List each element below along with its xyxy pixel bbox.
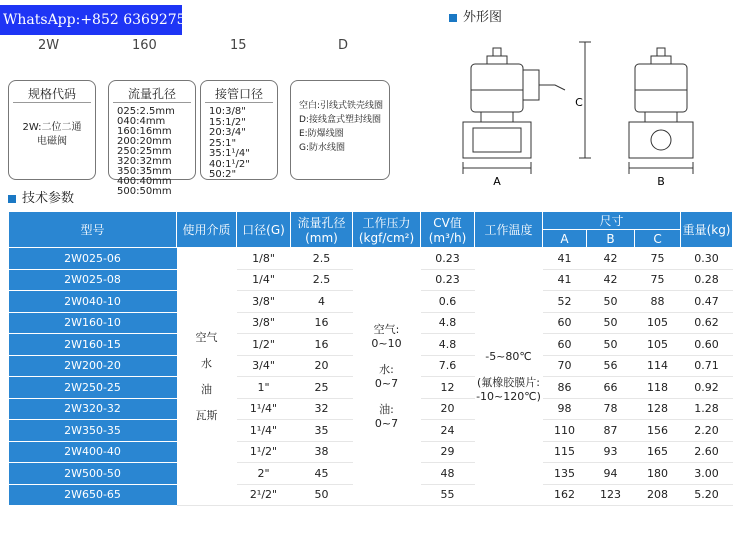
cell-port: 3/8" — [237, 291, 291, 313]
cell-c: 105 — [635, 334, 681, 356]
cell-weight: 0.60 — [681, 334, 733, 356]
cell-weight: 0.47 — [681, 291, 733, 313]
card-line: 200:20mm — [117, 136, 172, 147]
cell-weight: 0.71 — [681, 355, 733, 377]
cell-a: 60 — [543, 312, 587, 334]
card-line: 250:25mm — [117, 146, 172, 157]
dim-label-c: C — [575, 96, 583, 109]
card-line: 040:4mm — [117, 116, 166, 127]
cell-cv: 48 — [421, 463, 475, 485]
card-line: 50:2" — [209, 169, 237, 180]
code-series: 2W — [38, 38, 60, 53]
cell-weight: 5.20 — [681, 484, 733, 506]
cell-c: 180 — [635, 463, 681, 485]
cell-orifice: 20 — [291, 355, 353, 377]
cell-model: 2W025-08 — [9, 269, 177, 291]
cell-c: 165 — [635, 441, 681, 463]
cell-port: 1" — [237, 377, 291, 399]
cell-a: 115 — [543, 441, 587, 463]
th-medium: 使用介质 — [177, 212, 237, 248]
cell-model: 2W320-32 — [9, 398, 177, 420]
drawing-title: 外形图 — [463, 10, 503, 25]
cell-port: 1¹/4" — [237, 398, 291, 420]
cell-cv: 0.23 — [421, 269, 475, 291]
th-model: 型号 — [9, 212, 177, 248]
cell-medium-line: 空气 — [195, 330, 218, 344]
card-line: 2W:二位二通 — [22, 122, 82, 133]
cell-medium-line: 水 — [201, 356, 212, 370]
cell-b: 93 — [587, 441, 635, 463]
cell-orifice: 4 — [291, 291, 353, 313]
cell-port: 2" — [237, 463, 291, 485]
cell-temp-line: (氟橡胶膜片: — [477, 375, 540, 389]
cell-model: 2W025-06 — [9, 248, 177, 270]
cell-model: 2W350-35 — [9, 420, 177, 442]
cell-b: 50 — [587, 312, 635, 334]
cell-model: 2W400-40 — [9, 441, 177, 463]
th-b: B — [587, 230, 635, 248]
cell-port: 1/8" — [237, 248, 291, 270]
card-series — [8, 80, 96, 180]
cell-pressure-line: 空气: — [373, 322, 400, 336]
card-line: 500:50mm — [117, 186, 172, 197]
cell-model: 2W160-15 — [9, 334, 177, 356]
cell-weight: 3.00 — [681, 463, 733, 485]
cell-orifice: 35 — [291, 420, 353, 442]
cell-cv: 29 — [421, 441, 475, 463]
card-line: 40:1¹/2" — [209, 158, 250, 170]
cell-weight: 0.30 — [681, 248, 733, 270]
card-line: G:防水线圈 — [299, 143, 346, 153]
th-weight: 重量(kg) — [681, 212, 733, 248]
table-row — [9, 248, 733, 270]
cell-model: 2W650-65 — [9, 484, 177, 506]
cell-cv: 4.8 — [421, 312, 475, 334]
cell-c: 88 — [635, 291, 681, 313]
cell-a: 86 — [543, 377, 587, 399]
card-line: 电磁阀 — [37, 136, 67, 147]
cell-weight: 0.28 — [681, 269, 733, 291]
cell-c: 156 — [635, 420, 681, 442]
th-pressure: 工作压力(kgf/cm²) — [353, 212, 421, 248]
card-line: 160:16mm — [117, 126, 172, 137]
cell-cv: 4.8 — [421, 334, 475, 356]
th-temp: 工作温度 — [475, 212, 543, 248]
cell-orifice: 16 — [291, 334, 353, 356]
card-line: 025:2.5mm — [117, 106, 175, 117]
code-port: 15 — [230, 38, 247, 53]
card-title: 接管口径 — [205, 81, 273, 103]
cell-orifice: 2.5 — [291, 269, 353, 291]
cell-b: 56 — [587, 355, 635, 377]
dim-label-b: B — [657, 175, 665, 188]
cell-port: 1¹/2" — [237, 441, 291, 463]
cell-c: 75 — [635, 248, 681, 270]
cell-b: 66 — [587, 377, 635, 399]
card-coil — [290, 80, 390, 180]
cell-b: 87 — [587, 420, 635, 442]
cell-pressure-line: 0~7 — [374, 376, 399, 390]
cell-orifice: 2.5 — [291, 248, 353, 270]
cell-cv: 7.6 — [421, 355, 475, 377]
th-cv: CV值(m³/h) — [421, 212, 475, 248]
card-line: 15:1/2" — [209, 116, 246, 128]
cell-orifice: 38 — [291, 441, 353, 463]
cell-weight: 1.28 — [681, 398, 733, 420]
spec-title: 技术参数 — [22, 191, 75, 206]
cell-cv: 12 — [421, 377, 475, 399]
cell-c: 105 — [635, 312, 681, 334]
cell-pressure — [353, 248, 421, 506]
cell-a: 60 — [543, 334, 587, 356]
cell-weight: 0.62 — [681, 312, 733, 334]
cell-port: 3/8" — [237, 312, 291, 334]
outline-drawing — [455, 30, 715, 190]
th-port: 口径(G) — [237, 212, 291, 248]
card-port — [200, 80, 278, 180]
dim-label-a: A — [493, 175, 501, 188]
cell-orifice: 32 — [291, 398, 353, 420]
card-line: 10:3/8" — [209, 106, 246, 117]
card-line: 20:3/4" — [209, 127, 246, 138]
cell-b: 50 — [587, 291, 635, 313]
cell-pressure-line: 水: — [379, 362, 394, 376]
cell-a: 52 — [543, 291, 587, 313]
th-a: A — [543, 230, 587, 248]
card-line: 25:1" — [209, 137, 237, 149]
th-orifice: 流量孔径(mm) — [291, 212, 353, 248]
cell-weight: 2.20 — [681, 420, 733, 442]
card-orifice — [108, 80, 196, 197]
cell-model: 2W200-20 — [9, 355, 177, 377]
cell-cv: 0.6 — [421, 291, 475, 313]
cell-pressure-line: 0~7 — [374, 416, 399, 430]
cell-port: 1/2" — [237, 334, 291, 356]
code-orifice: 160 — [132, 38, 157, 53]
cell-b: 123 — [587, 484, 635, 506]
th-c: C — [635, 230, 681, 248]
cell-port: 2¹/2" — [237, 484, 291, 506]
card-line: 320:32mm — [117, 156, 172, 167]
card-line: 空白:引线式铁壳线圈 — [299, 101, 384, 111]
cell-model: 2W040-10 — [9, 291, 177, 313]
bullet-square-icon — [8, 195, 16, 203]
cell-port: 1¹/4" — [237, 420, 291, 442]
cell-b: 94 — [587, 463, 635, 485]
th-size: 尺寸 — [543, 212, 681, 230]
cell-b: 42 — [587, 269, 635, 291]
cell-a: 110 — [543, 420, 587, 442]
cell-pressure-line: 油: — [379, 402, 394, 416]
cell-c: 208 — [635, 484, 681, 506]
cell-a: 41 — [543, 269, 587, 291]
cell-cv: 24 — [421, 420, 475, 442]
cell-b: 42 — [587, 248, 635, 270]
cell-model: 2W160-10 — [9, 312, 177, 334]
cell-pressure-line: 0~10 — [371, 336, 402, 350]
spec-table — [8, 211, 733, 506]
cell-weight: 0.92 — [681, 377, 733, 399]
drawing-heading — [449, 6, 502, 25]
card-line: 350:35mm — [117, 166, 172, 177]
cell-orifice: 50 — [291, 484, 353, 506]
cell-port: 1/4" — [237, 269, 291, 291]
cell-medium-line: 油 — [201, 382, 212, 396]
card-title: 规格代码 — [13, 81, 91, 103]
card-line: 400:40mm — [117, 176, 172, 187]
cell-orifice: 16 — [291, 312, 353, 334]
cell-c: 75 — [635, 269, 681, 291]
cell-b: 78 — [587, 398, 635, 420]
cell-medium-line: 瓦斯 — [195, 408, 218, 422]
cell-temp-line: -5~80℃ — [485, 349, 532, 363]
cell-temp-line: -10~120℃) — [476, 389, 541, 403]
cell-port: 3/4" — [237, 355, 291, 377]
cell-orifice: 25 — [291, 377, 353, 399]
cell-a: 70 — [543, 355, 587, 377]
cell-c: 128 — [635, 398, 681, 420]
cell-weight: 2.60 — [681, 441, 733, 463]
spec-heading — [8, 187, 74, 206]
cell-model: 2W250-25 — [9, 377, 177, 399]
code-coil: D — [338, 38, 349, 53]
cell-medium — [177, 248, 237, 506]
cell-model: 2W500-50 — [9, 463, 177, 485]
cell-orifice: 45 — [291, 463, 353, 485]
cell-cv: 55 — [421, 484, 475, 506]
cell-c: 114 — [635, 355, 681, 377]
card-title: 流量孔径 — [113, 81, 191, 103]
card-line: E:防爆线圈 — [299, 129, 344, 139]
bullet-square-icon — [449, 14, 457, 22]
cell-c: 118 — [635, 377, 681, 399]
watermark: WhatsApp:+852 63692756 — [0, 5, 182, 35]
cell-temp — [475, 248, 543, 506]
cell-cv: 0.23 — [421, 248, 475, 270]
cell-b: 50 — [587, 334, 635, 356]
cell-a: 98 — [543, 398, 587, 420]
cell-cv: 20 — [421, 398, 475, 420]
cell-a: 135 — [543, 463, 587, 485]
card-line: 35:1¹/4" — [209, 148, 250, 159]
cell-a: 162 — [543, 484, 587, 506]
card-line: D:接线盒式塑封线圈 — [299, 115, 381, 125]
cell-a: 41 — [543, 248, 587, 270]
